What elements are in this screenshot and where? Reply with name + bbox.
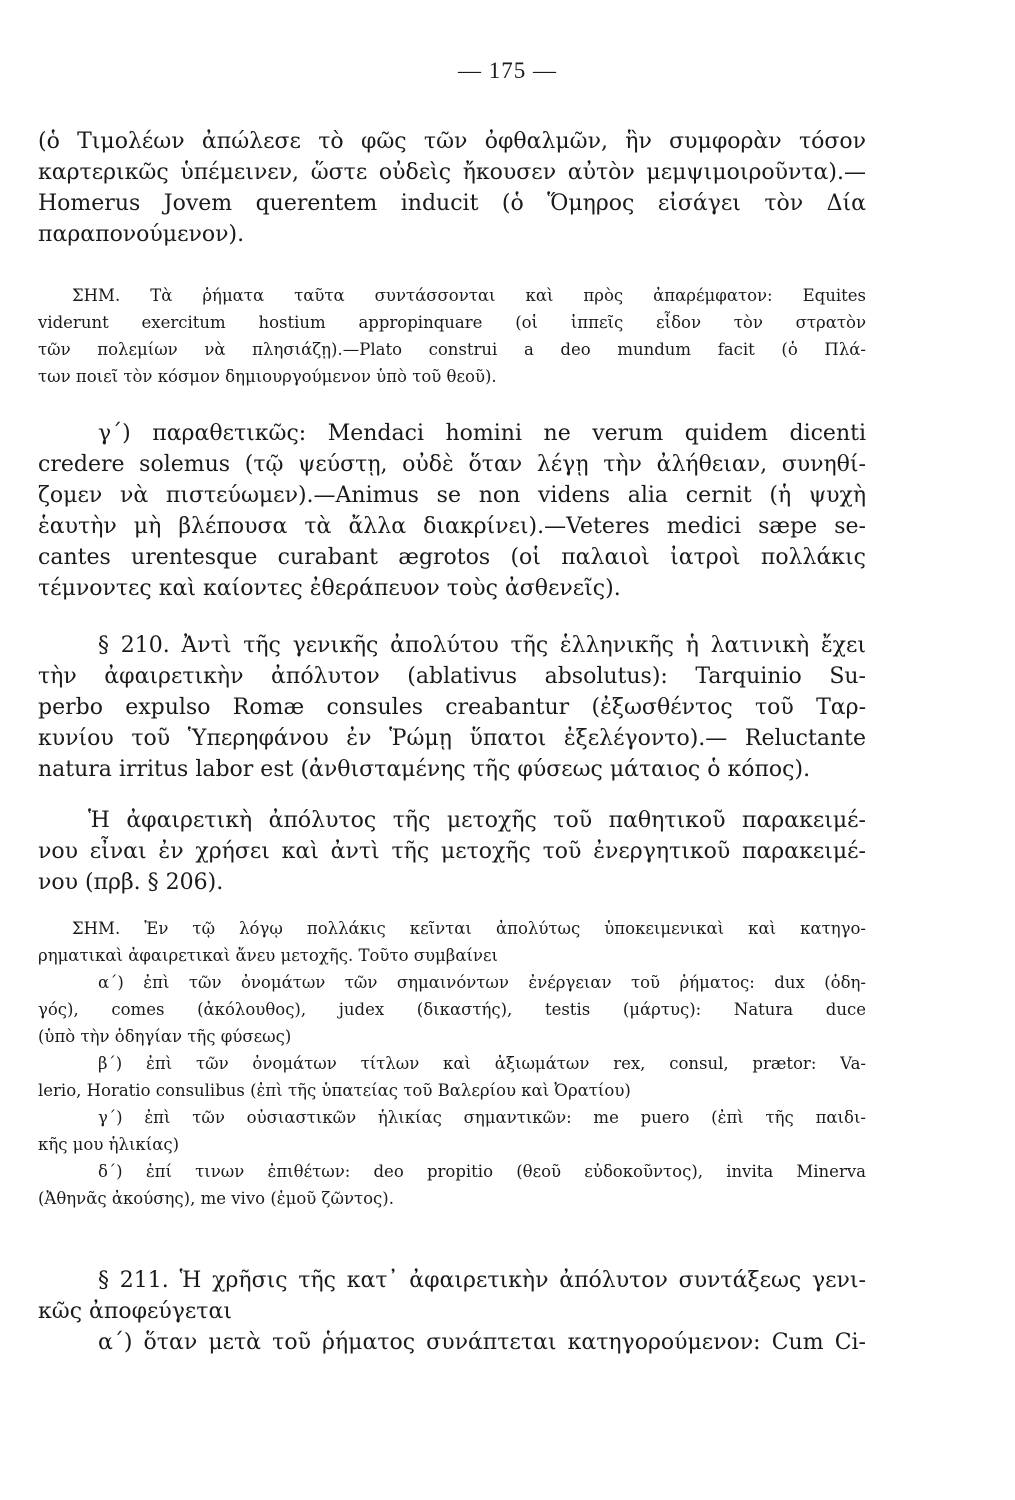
note-line: τῶν πολεμίων νὰ πλησιάζῃ).—Plato construi a deo mundum facit (ὁ Πλά-: [38, 340, 866, 359]
note-line: β΄) ἐπὶ τῶν ὀνομάτων τίτλων καὶ ἀξιωμάτων rex, consul, prætor: Va-: [98, 1054, 866, 1073]
note-line: (ὑπὸ τὴν ὁδηγίαν τῆς φύσεως): [38, 1027, 292, 1046]
text-line: ἑαυτὴν μὴ βλέπουσα τὰ ἄλλα διακρίνει).—Veteres medici sæpe se-: [38, 514, 866, 539]
note-line: γ΄) ἐπὶ τῶν οὐσιαστικῶν ἡλικίας σημαντικῶν: me puero (ἐπὶ τῆς παιδι-: [98, 1108, 866, 1127]
text-line: τὴν ἀφαιρετικὴν ἀπόλυτον (ablativus absolutus): Tarquinio Su-: [38, 664, 866, 689]
text-line: κυνίου τοῦ Ὑπερηφάνου ἐν Ῥώμῃ ὕπατοι ἐξελέγοντο).— Reluctante: [38, 726, 866, 751]
text-line: ζομεν νὰ πιστεύωμεν).—Animus se non videns alia cernit (ἡ ψυχὴ: [38, 483, 866, 508]
note-2: [38, 915, 866, 1212]
text-line: Homerus Jovem querentem inducit (ὁ Ὅμηρος εἰσάγει τὸν Δία: [38, 191, 866, 216]
text-line: credere solemus (τῷ ψεύστῃ, οὐδὲ ὅταν λέγῃ τὴν ἀλήθειαν, συνηθί-: [38, 452, 866, 477]
note-line: (Ἀθηνᾶς ἀκούσης), me vivo (ἐμοῦ ζῶντος).: [38, 1189, 394, 1208]
text-line: γ΄) παραθετικῶς: Mendaci homini ne verum quidem dicenti: [98, 421, 866, 446]
note-line: γός), comes (ἀκόλουθος), judex (δικαστής), testis (μάρτυς): Natura duce: [38, 1000, 866, 1019]
text-line: Ἡ ἀφαιρετικὴ ἀπόλυτος τῆς μετοχῆς τοῦ παθητικοῦ παρακειμέ-: [88, 808, 866, 833]
text-line: τέμνοντες καὶ καίοντες ἐθεράπευον τοὺς ἀσθενεῖς).: [38, 576, 621, 601]
paragraph-gamma: [38, 418, 866, 604]
note-line: viderunt exercitum hostium appropinquare (οἱ ἱππεῖς εἶδον τὸν στρατὸν: [38, 313, 866, 332]
text-line: α΄) ὅταν μετὰ τοῦ ῥήματος συνάπτεται κατηγορούμενον: Cum Ci-: [98, 1330, 866, 1355]
note-line: ΣΗΜ. Τὰ ῥήματα ταῦτα συντάσσονται καὶ πρὸς ἀπαρέμφατον: Equites: [72, 286, 866, 305]
note-line: ΣΗΜ. Ἐν τῷ λόγῳ πολλάκις κεῖνται ἀπολύτως ὑποκειμενικαὶ καὶ κατηγο-: [72, 919, 866, 938]
ablative-paragraph: [38, 805, 866, 898]
note-line: κῆς μου ἡλικίας): [38, 1135, 180, 1154]
section-211: [38, 1265, 866, 1358]
text-line: κῶς ἀποφεύγεται: [38, 1299, 232, 1324]
note-line: δ΄) ἐπί τινων ἐπιθέτων: deo propitio (θεοῦ εὐδοκοῦντος), invita Minerva: [98, 1162, 866, 1181]
text-line: παραπονούμενον).: [38, 222, 245, 247]
page-number: — 175 —: [458, 58, 557, 83]
note-1: [38, 282, 866, 390]
text-line: cantes urentesque curabant ægrotos (οἱ παλαιοὶ ἰατροὶ πολλάκις: [38, 545, 866, 570]
text-line: natura irritus labor est (ἀνθισταμένης τῆς φύσεως μάταιος ὁ κόπος).: [38, 757, 811, 782]
text-line: νου (πρβ. § 206).: [38, 870, 224, 895]
intro-paragraph: [38, 126, 866, 250]
note-line: ρηματικαὶ ἀφαιρετικαὶ ἄνευ μετοχῆς. Τοῦτο συμβαίνει: [38, 946, 498, 965]
text-line: perbo expulso Romæ consules creabantur (ἐξωσθέντος τοῦ Ταρ-: [38, 695, 866, 720]
section-210: [38, 630, 866, 785]
note-line: lerio, Horatio consulibus (ἐπὶ τῆς ὑπατείας τοῦ Βαλερίου καὶ Ὀρατίου): [38, 1081, 631, 1100]
section-heading-line: § 210. Ἀντὶ τῆς γενικῆς ἀπολύτου τῆς ἑλληνικῆς ἡ λατινικὴ ἔχει: [98, 633, 866, 658]
text-line: νου εἶναι ἐν χρήσει καὶ ἀντὶ τῆς μετοχῆς τοῦ ἐνεργητικοῦ παρακειμέ-: [38, 839, 866, 864]
note-line: α΄) ἐπὶ τῶν ὀνομάτων τῶν σημαινόντων ἐνέργειαν τοῦ ῥήματος: dux (ὁδη-: [98, 973, 866, 992]
section-heading-line: § 211. Ἡ χρῆσις τῆς κατ᾽ ἀφαιρετικὴν ἀπόλυτον συντάξεως γενι-: [98, 1268, 866, 1293]
text-line: καρτερικῶς ὑπέμεινεν, ὥστε οὐδεὶς ἤκουσεν αὐτὸν μεμψιμοιροῦντα).—: [38, 160, 866, 185]
note-line: των ποιεῖ τὸν κόσμον δημιουργούμενον ὑπὸ τοῦ θεοῦ).: [38, 367, 497, 386]
text-line: (ὁ Τιμολέων ἀπώλεσε τὸ φῶς τῶν ὀφθαλμῶν, ἣν συμφορὰν τόσον: [38, 129, 866, 154]
